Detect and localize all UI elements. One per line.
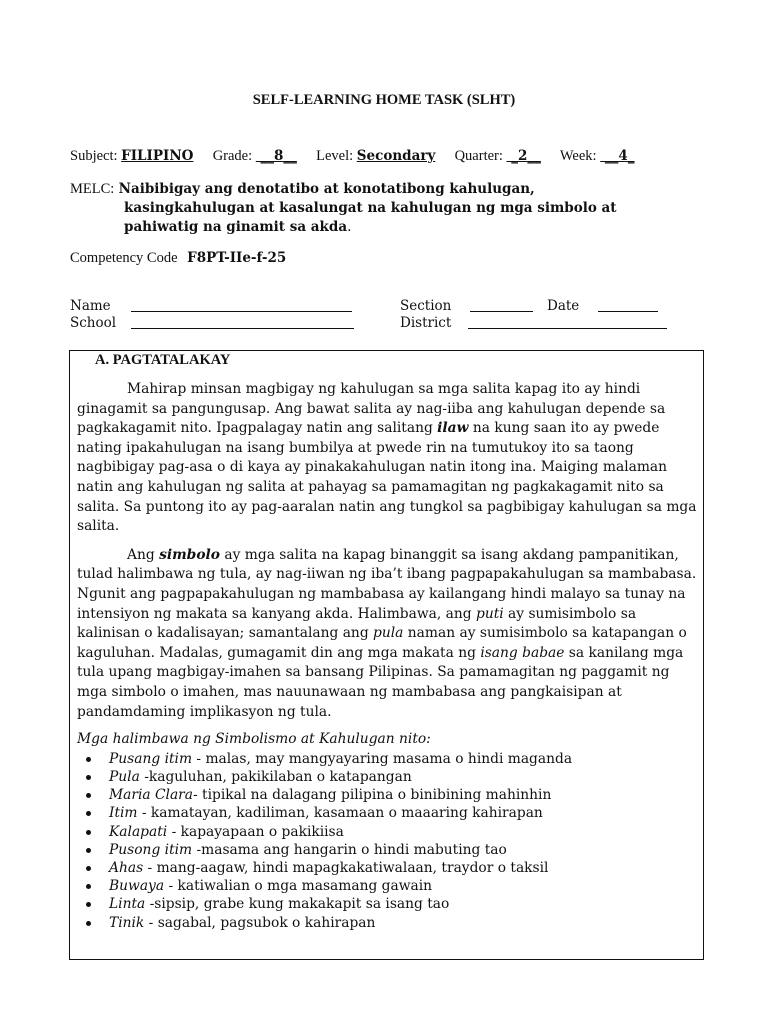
list-item: Kalapati - kapayapaan o pakikiisa bbox=[109, 823, 699, 841]
list-item: Pusong itim -masama ang hangarin o hindi mabuting tao bbox=[109, 841, 699, 859]
discussion-box bbox=[69, 350, 704, 960]
list-item: Ahas - mang-aagaw, hindi mapagkakatiwalaan, traydor o taksil bbox=[109, 859, 699, 877]
list-item: Maria Clara- tipikal na dalagang pilipina o binibining mahinhin bbox=[109, 786, 699, 804]
section-label: Section bbox=[400, 298, 452, 314]
competency-label: Competency Code bbox=[70, 250, 178, 266]
list-item: Pula -kaguluhan, pakikilaban o katapangan bbox=[109, 768, 699, 786]
subject-label: Subject: bbox=[70, 148, 118, 164]
week-label: Week: bbox=[559, 148, 597, 164]
list-item: Itim - kamatayan, kadiliman, kasamaan o maaaring kahirapan bbox=[109, 804, 699, 822]
examples-list bbox=[77, 750, 699, 932]
section-input-line[interactable] bbox=[470, 299, 533, 312]
school-input-line[interactable] bbox=[131, 316, 354, 329]
grade-value: __8__ bbox=[255, 148, 297, 164]
melc-label: MELC: bbox=[70, 181, 115, 197]
section-heading: A. PAGTATALAKAY bbox=[95, 352, 231, 368]
melc-block: MELC: Naibibigay ang denotatibo at konotatibong kahulugan, kasingkahulugan at kasalungat na kahulugan ng mga simbolo at pahiwatig na ginamit sa akda. bbox=[70, 181, 617, 235]
district-input-line[interactable] bbox=[468, 316, 667, 329]
melc-line-1: Naibibigay ang denotatibo at konotatibong kahulugan, bbox=[118, 181, 535, 197]
paragraph-2: Ang simbolo ay mga salita na kapag binanggit sa isang akdang pampanitikan, tulad halimbawa ng tula, ay nag-iiwan ng iba’t ibang pagpapakahulugan sa mambabasa. Ngunit ang pagpapakahulugan ng mambabasa ay kailangang hindi malayo sa tunay na intensiyon ng makata sa kanyang akda. Halimbawa, ang puti ay sumisimbolo sa kalinisan o kadalisayan; samantalang ang pula naman ay sumisimbolo sa katapangan o kaguluhan. Madalas, gumagamit din ang mga makata ng isang babae sa kanilang mga tula upang magbigay-imahen sa bansang Pilipinas. Sa pamamagitan ng paggamit ng mga simbolo o imahen, mas nauunawaan ng mambabasa ang pangkaisipan at pandamdaming implikasyon ng tula. bbox=[77, 546, 697, 720]
date-label: Date bbox=[547, 298, 580, 314]
quarter-value: _2__ bbox=[506, 148, 541, 164]
quarter-label: Quarter: bbox=[454, 148, 503, 164]
district-label: District bbox=[400, 315, 452, 331]
level-value: Secondary bbox=[356, 148, 436, 164]
level-label: Level: bbox=[316, 148, 354, 164]
paragraph-1: Mahirap minsan magbigay ng kahulugan sa mga salita kapag ito ay hindi ginagamit sa pangungusap. Ang bawat salita ay nag-iiba ang kahulugan depende sa pagkakagamit nito. Ipagpalagay natin ang salitang ilaw na kung saan ito ay pwede nating ipakahulugan na isang bumbilya at pwede rin na tumutukoy ito sa taong nagbibigay pag-asa o di kaya ay pinakakahulugan natin itong ina. Maiging malaman natin ang kahulugan ng salita at pahayag sa pamamagitan ng pagkakagamit nito sa salita. Sa puntong ito ay pag-aaralan natin ang tungkol sa pagbibigay kahulugan sa mga salita. bbox=[77, 381, 697, 535]
melc-line-2: kasingkahulugan at kasalungat na kahulugan ng mga simbolo at bbox=[124, 200, 617, 216]
week-value: __4_ bbox=[600, 148, 635, 164]
document-title: SELF-LEARNING HOME TASK (SLHT) bbox=[252, 92, 516, 108]
school-label: School bbox=[70, 315, 117, 331]
student-info-fields bbox=[70, 298, 690, 332]
grade-label: Grade: bbox=[212, 148, 253, 164]
list-item: Buwaya - katiwalian o mga masamang gawain bbox=[109, 877, 699, 895]
name-input-line[interactable] bbox=[131, 299, 352, 312]
list-item: Linta -sipsip, grabe kung makakapit sa isang tao bbox=[109, 895, 699, 913]
competency-code bbox=[70, 250, 286, 267]
examples-heading: Mga halimbawa ng Simbolismo at Kahulugan nito: bbox=[77, 731, 431, 748]
competency-value: F8PT-IIe-f-25 bbox=[187, 250, 287, 266]
date-input-line[interactable] bbox=[598, 299, 658, 312]
subject-value: FILIPINO bbox=[121, 148, 194, 164]
melc-line-3: pahiwatig na ginamit sa akda bbox=[124, 219, 348, 235]
subject-line bbox=[70, 148, 710, 165]
list-item: Pusang itim - malas, may mangyayaring masama o hindi maganda bbox=[109, 750, 699, 768]
list-item: Tinik - sagabal, pagsubok o kahirapan bbox=[109, 914, 699, 932]
name-label: Name bbox=[70, 298, 111, 314]
